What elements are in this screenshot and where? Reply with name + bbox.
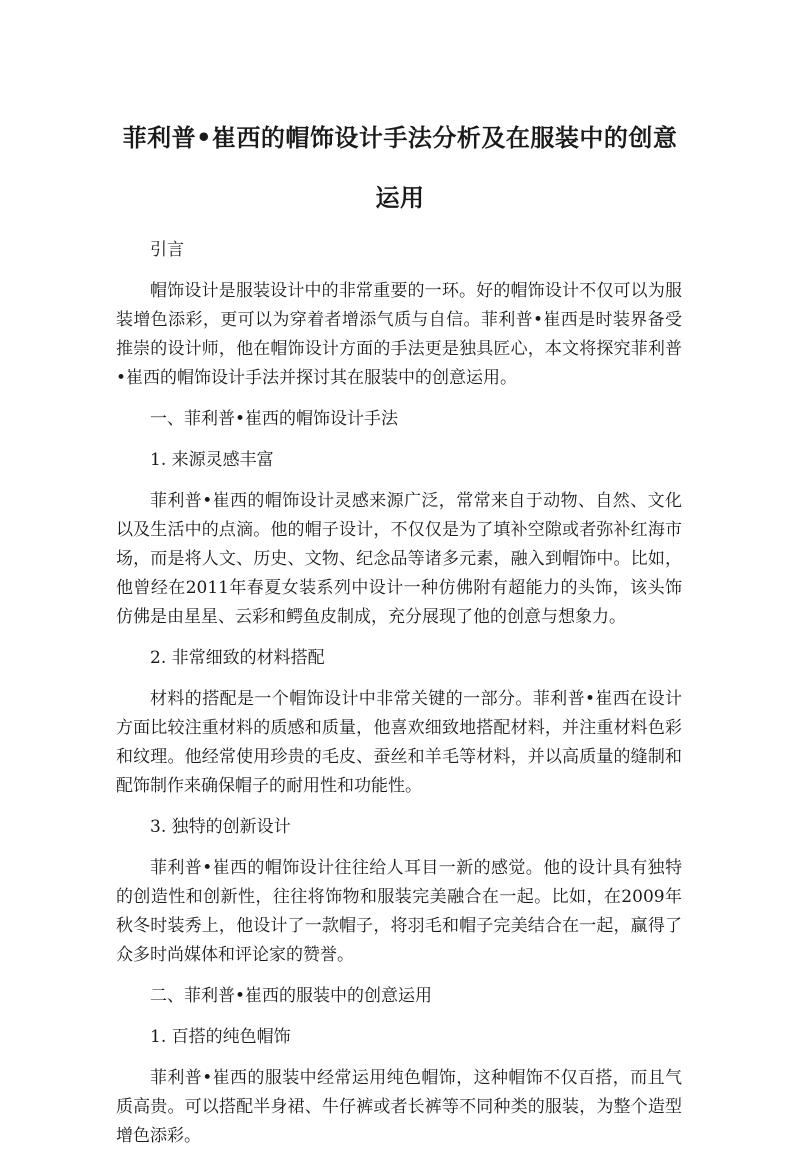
- subheading-1-1: 1. 来源灵感丰富: [150, 450, 274, 470]
- paragraph-1-2: 材料的搭配是一个帽饰设计中非常关键的一部分。菲利普•崔西在设计方面比较注重材料的质感和质量，他喜欢细致地搭配材料，并注重材料色彩和纹理。他经常使用珍贵的毛皮、蚕丝和羊毛等材料，并以高质量的缝制和配饰制作来确保帽子的耐用性和功能性。: [116, 689, 682, 796]
- subheading-1-2: 2. 非常细致的材料搭配: [150, 648, 325, 668]
- paragraph-2-1: 菲利普•崔西的服装中经常运用纯色帽饰，这种帽饰不仅百搭，而且气质高贵。可以搭配半身裙、牛仔裤或者长裤等不同种类的服装，为整个造型增色添彩。: [116, 1068, 682, 1146]
- paragraph-1-3: 菲利普•崔西的帽饰设计往往给人耳目一新的感觉。他的设计具有独特的创造性和创新性，往往将饰物和服装完美融合在一起。比如，在2009年秋冬时装秀上，他设计了一款帽子，将羽毛和帽子完美结合在一起，赢得了众多时尚媒体和评论家的赞誉。: [116, 858, 682, 965]
- subheading-2-1: 1. 百搭的纯色帽饰: [150, 1027, 291, 1047]
- subheading-1-3: 3. 独特的创新设计: [150, 817, 291, 837]
- section-heading-1: 一、菲利普•崔西的帽饰设计手法: [150, 409, 399, 429]
- document-body: [116, 236, 682, 1162]
- section-heading-2: 二、菲利普•崔西的服装中的创意运用: [150, 986, 433, 1006]
- document-title: 菲利普•崔西的帽饰设计手法分析及在服装中的创意运用: [122, 123, 678, 212]
- paragraph-intro: 帽饰设计是服装设计中的非常重要的一环。好的帽饰设计不仅可以为服装增色添彩，更可以为穿着者增添气质与自信。菲利普•崔西是时装界备受推崇的设计师，他在帽饰设计方面的手法更是独具匠心，本文将探究菲利普•崔西的帽饰设计手法并探讨其在服装中的创意运用。: [116, 281, 682, 388]
- paragraph-1-1: 菲利普•崔西的帽饰设计灵感来源广泛，常常来自于动物、自然、文化以及生活中的点滴。他的帽子设计，不仅仅是为了填补空隙或者弥补红海市场，而是将人文、历史、文物、纪念品等诸多元素，融入到帽饰中。比如，他曾经在2011年春夏女装系列中设计一种仿佛附有超能力的头饰，该头饰仿佛是由星星、云彩和鳄鱼皮制成，充分展现了他的创意与想象力。: [116, 491, 682, 627]
- section-heading-intro: 引言: [150, 240, 184, 260]
